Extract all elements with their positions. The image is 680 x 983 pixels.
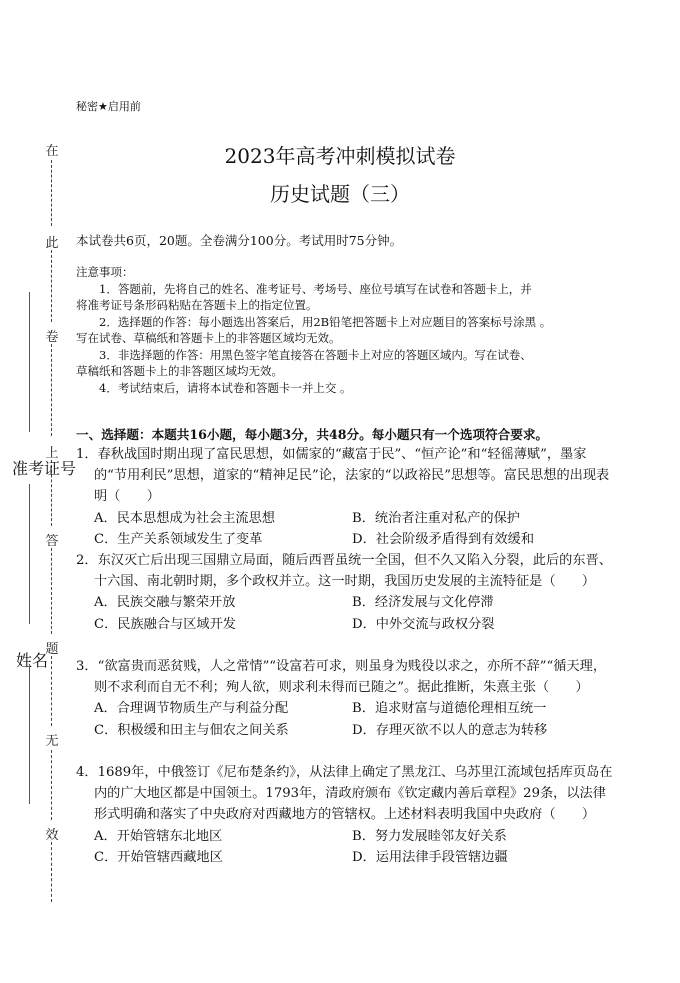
dashed-line [51, 548, 52, 634]
option-b: B．追求财富与道德伦理相互统一 [352, 701, 547, 717]
question-4 [76, 762, 616, 868]
option-c: C．开始管辖西藏地区 [94, 849, 223, 865]
option-a: A．开始管辖东北地区 [94, 828, 223, 844]
exam-id-line [29, 484, 30, 624]
exam-subtitle: 历史试题（三） [270, 182, 410, 206]
instruction-line: 草稿纸和答题卡上的非答题区域均无效。 [76, 364, 283, 378]
instructions-heading: 注意事项： [76, 265, 134, 279]
question-2 [76, 550, 616, 635]
question-stem: 3．“欲富贵而恶贫贱，人之常情”“设富若可求，则虽身为贱役以求之，亦所不辞”“循天理，则不求利而自无不利；殉人欲，则求利未得而已随之”。据此推断，朱熹主张（ ） [76, 659, 607, 696]
instruction-line: 2．选择题的作答：每小题选出答案后，用2B铅笔把答题卡上对应题目的答案标号涂黑 。 [99, 314, 552, 329]
exam-title: 2023年高考冲刺模拟试卷 [224, 144, 456, 168]
margin-char: 答 [45, 534, 59, 549]
dashed-line [51, 250, 52, 322]
margin-char: 在 [45, 144, 59, 159]
margin-char: 此 [45, 236, 59, 251]
instruction-line: 写在试卷、草稿纸和答题卡上的非答题区域均无效。 [76, 331, 341, 345]
option-a: A．民本思想成为社会主流思想 [94, 510, 275, 526]
exam-intro: 本试卷共6页，20题。全卷满分100分。考试用时75分钟。 [76, 233, 403, 248]
margin-char: 无 [45, 734, 59, 749]
question-stem: 1．春秋战国时期出现了富民思想，如儒家的“藏富于民”、“恒产论”和“轻徭薄赋”，墨家的“节用利民”思想，道家的“精神足民”论，法家的“以政裕民”思想等。富民思想的出现表明（ ） [76, 447, 610, 505]
dashed-line [51, 344, 52, 436]
option-d: D．运用法律手段管辖边疆 [352, 849, 508, 865]
options [76, 508, 616, 550]
margin-char: 题 [45, 642, 59, 657]
option-a: A．合理调节物质生产与利益分配 [94, 701, 289, 717]
option-c: C．民族融合与区域开发 [94, 616, 236, 632]
option-c: C．积极缓和田主与佃农之间关系 [94, 722, 289, 738]
question-3 [76, 656, 616, 741]
option-a: A．民族交融与繁荣开放 [94, 595, 236, 611]
confidential-mark: 秘密★启用前 [76, 100, 141, 113]
question-stem: 2．东汉灭亡后出现三国鼎立局面，随后西晋虽统一全国，但不久又陷入分裂，此后的东晋、十六国、南北朝时期，多个政权并立。这一时期，我国历史发展的主流特征是（ ） [76, 553, 612, 590]
options [76, 698, 616, 740]
question-1 [76, 444, 616, 550]
option-d: D．中外交流与政权分裂 [352, 616, 495, 632]
margin-char: 效 [45, 828, 59, 843]
margin-char: 上 [45, 446, 59, 461]
dashed-line [51, 842, 52, 902]
option-b: B．统治者注重对私产的保护 [352, 510, 520, 526]
option-b: B．努力发展睦邻友好关系 [352, 828, 507, 844]
instructions [76, 264, 616, 396]
question-stem: 4．1689年，中俄签订《尼布楚条约》，从法律上确定了黑龙江、乌苏里江流域包括库页岛在内的广大地区都是中国领土。1793年，清政府颁布《钦定藏内善后章程》29条，以法律形式明确和落实了中央政府对西藏地方的管辖权。上述材料表明我国中央政府（ ） [76, 765, 613, 823]
section-title: 一、选择题：本题共16小题，每小题3分，共48分。每小题只有一个选项符合要求。 [76, 427, 549, 442]
dashed-line [51, 656, 52, 726]
option-b: B．经济发展与文化停滞 [352, 595, 494, 611]
instruction-line: 4．考试结束后，请将本试卷和答题卡一并上交 。 [99, 380, 352, 395]
option-c: C．生产关系领域发生了变革 [94, 531, 263, 547]
options [76, 826, 616, 868]
instruction-line: 1．答题前，先将自己的姓名、准考证号、考场号、座位号填写在试卷和答题卡上，并 [99, 281, 532, 296]
exam-id-line [29, 292, 30, 432]
name-line [29, 664, 30, 804]
instruction-line: 3．非选择题的作答：用黑色签字笔直接答在答题卡上对应的答题区域内。写在试卷、 [99, 347, 532, 362]
margin-char: 卷 [45, 330, 59, 345]
option-d: D．存理灭欲不以人的意志为转移 [352, 722, 548, 738]
options [76, 592, 616, 634]
dashed-line [51, 750, 52, 820]
exam-id-label: 准考证号 [12, 459, 77, 478]
name-label: 姓名 [16, 651, 49, 670]
instruction-line: 将准考证号条形码粘贴在答题卡上的指定位置。 [76, 298, 318, 312]
option-d: D．社会阶级矛盾得到有效缓和 [352, 531, 535, 547]
